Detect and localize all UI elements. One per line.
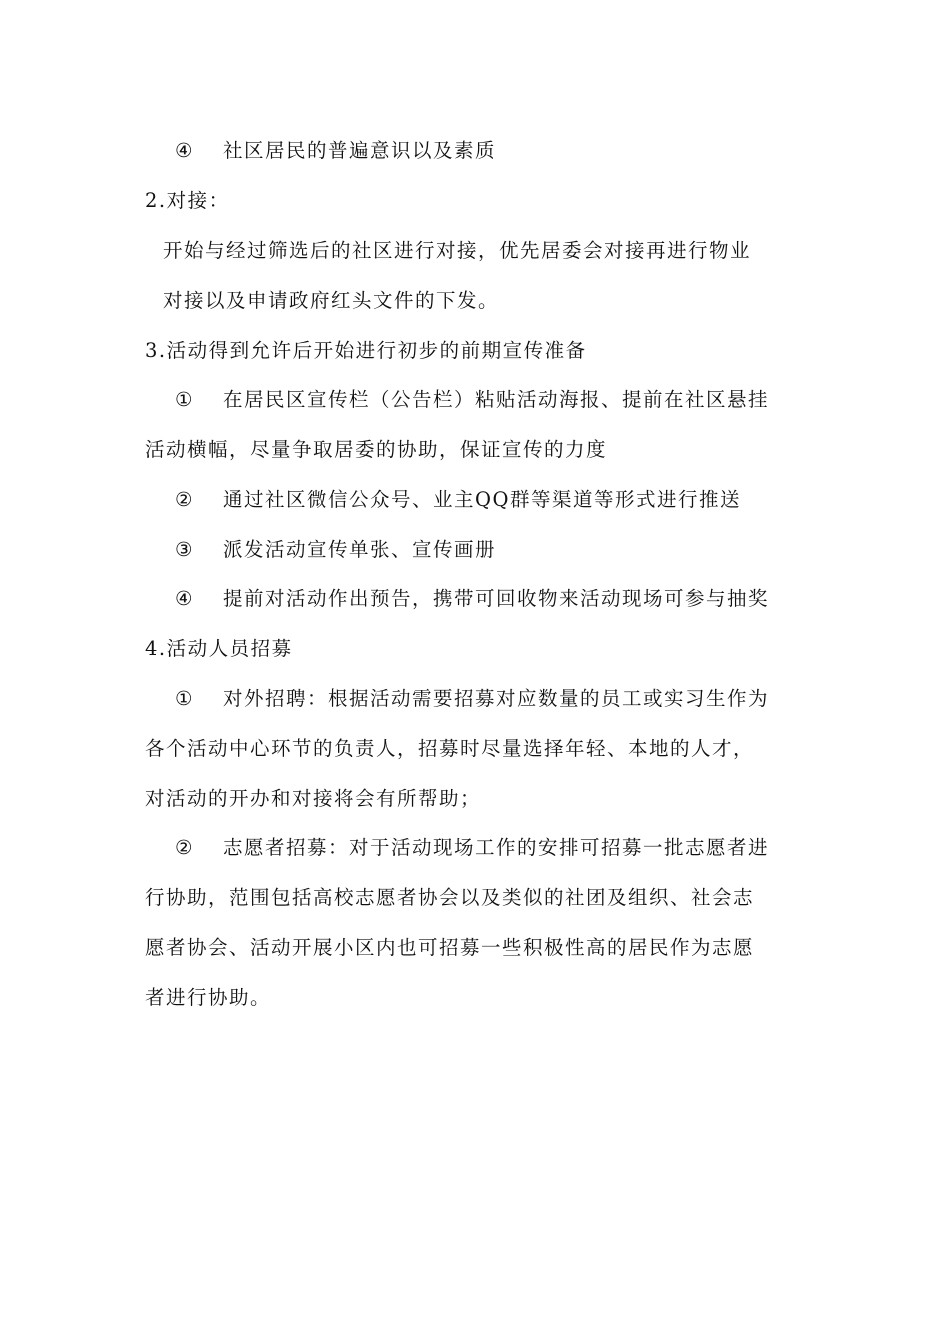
list-item [175, 684, 845, 714]
circled-number-marker: ④ [175, 587, 194, 610]
circled-number-marker: ② [175, 488, 194, 511]
list-item-text: 对外招聘：根据活动需要招募对应数量的员工或实习生作为 [223, 687, 770, 710]
list-item [175, 136, 845, 166]
section-heading: 4.活动人员招募 [145, 637, 293, 660]
list-item-text: 派发活动宣传单张、宣传画册 [223, 538, 497, 561]
circled-number-marker: ④ [175, 139, 194, 162]
paragraph-line: 各个活动中心环节的负责人，招募时尽量选择年轻、本地的人才， [145, 737, 755, 760]
paragraph-line: 者进行协助。 [145, 986, 272, 1009]
list-item-text: 社区居民的普遍意识以及素质 [223, 139, 497, 162]
paragraph-line: 活动横幅，尽量争取居委的协助，保证宣传的力度 [145, 438, 608, 461]
paragraph-line: 开始与经过筛选后的社区进行对接，优先居委会对接再进行物业 [163, 239, 752, 262]
paragraph-line: 愿者协会、活动开展小区内也可招募一些积极性高的居民作为志愿 [145, 936, 755, 959]
list-item-text: 提前对活动作出预告，携带可回收物来活动现场可参与抽奖 [223, 587, 770, 610]
circled-number-marker: ① [175, 687, 194, 710]
list-item [175, 833, 845, 863]
list-item-text: 通过社区微信公众号、业主QQ群等渠道等形式进行推送 [223, 488, 741, 511]
list-item [175, 584, 845, 614]
circled-number-marker: ① [175, 388, 194, 411]
list-item [175, 385, 845, 415]
list-item [175, 535, 845, 565]
circled-number-marker: ② [175, 836, 194, 859]
circled-number-marker: ③ [175, 538, 194, 561]
paragraph-line: 对接以及申请政府红头文件的下发。 [163, 289, 500, 312]
list-item [175, 485, 845, 515]
section-heading: 2.对接： [145, 189, 230, 212]
paragraph-line: 对活动的开办和对接将会有所帮助； [145, 787, 482, 810]
paragraph-line: 行协助，范围包括高校志愿者协会以及类似的社团及组织、社会志 [145, 886, 755, 909]
section-heading: 3.活动得到允许后开始进行初步的前期宣传准备 [145, 339, 587, 362]
list-item-text: 在居民区宣传栏（公告栏）粘贴活动海报、提前在社区悬挂 [223, 388, 770, 411]
list-item-text: 志愿者招募：对于活动现场工作的安排可招募一批志愿者进 [223, 836, 770, 859]
